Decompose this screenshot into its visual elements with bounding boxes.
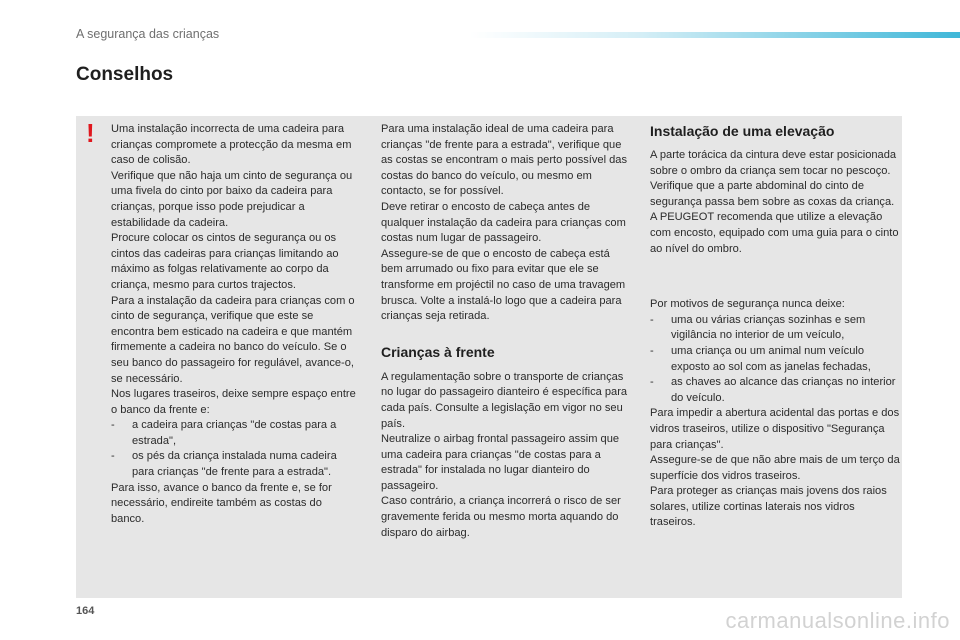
list-item-text: uma ou várias crianças sozinhas e sem vigilância no interior de um veículo, — [671, 313, 866, 342]
list-item — [650, 375, 902, 406]
list-item-text: os pés da criança instalada numa cadeira para crianças "de frente para a estrada". — [132, 450, 337, 479]
paragraph: Deve retirar o encosto de cabeça antes de qualquer instalação da cadeira para crianças com costas num lugar de passageiro. — [381, 200, 626, 245]
paragraph: Verifique que não haja um cinto de segurança ou uma fivela do cinto por baixo da cadeira para crianças, porque isso pode prejudicar a estabilidade da cadeira. — [111, 169, 353, 229]
page-number: 164 — [76, 605, 95, 617]
list-item — [111, 449, 356, 480]
paragraph: Verifique que a parte abdominal do cinto de segurança passa bem sobre as coxas da criança. — [650, 180, 895, 208]
column-middle — [381, 122, 631, 541]
dash-bullet: - — [650, 313, 654, 326]
paragraph: A regulamentação sobre o transporte de crianças no lugar do passageiro dianteiro é específica para cada país. Consulte a legislação em vigor no seu país. — [381, 370, 628, 430]
paragraph: Assegure-se de que o encosto de cabeça está bem arrumado ou fixo para evitar que ele se transforme em projéctil no caso de uma travagem brusca. Volte a instalá-lo logo que a cadeira para crianças seja retirada. — [381, 247, 626, 323]
paragraph: Por motivos de segurança nunca deixe: — [650, 298, 845, 311]
paragraph: Para proteger as crianças mais jovens dos raios solares, utilize cortinas laterais nos vidros traseiros. — [650, 485, 887, 529]
section-heading-booster: Instalação de uma elevação — [650, 123, 835, 139]
list-item-text: as chaves ao alcance das crianças no interior do veículo. — [671, 376, 896, 404]
dash-bullet: - — [111, 419, 115, 432]
section-header: A segurança das crianças — [76, 27, 220, 41]
watermark: carmanualsonline.info — [725, 608, 950, 633]
warning-icon: ! — [86, 118, 95, 148]
dash-bullet: - — [650, 376, 654, 389]
list-item — [650, 344, 902, 375]
paragraph: Assegure-se de que não abre mais de um terço da superfície dos vidros traseiros. — [650, 454, 900, 482]
list-item — [111, 418, 356, 449]
page-title: Conselhos — [76, 64, 174, 85]
paragraph: A parte torácica da cintura deve estar posicionada sobre o ombro da criança sem tocar no pescoço. — [650, 149, 897, 177]
dash-bullet: - — [111, 450, 115, 463]
paragraph: Nos lugares traseiros, deixe sempre espaço entre o banco da frente e: — [111, 388, 356, 416]
paragraph: Para uma instalação ideal de uma cadeira para crianças "de frente para a estrada", verifique que as costas se encontram o mais perto possível das costas do banco do veículo, ou mesmo em contacto, se for possível. — [381, 123, 628, 198]
paragraph: Para impedir a abertura acidental das portas e dos vidros traseiros, utilize o dispositivo "Segurança para crianças". — [650, 407, 900, 451]
paragraph: Procure colocar os cintos de segurança ou os cintos das cadeiras para crianças limitando ao máximo as folgas relativamente ao corpo da criança, mesmo para curtos trajectos. — [111, 232, 339, 291]
paragraph: Uma instalação incorrecta de uma cadeira para crianças compromete a protecção da mesma em caso de colisão. — [111, 123, 352, 167]
paragraph: A PEUGEOT recomenda que utilize a elevação com encosto, equipado com uma guia para o cinto ao nível do ombro. — [650, 211, 899, 255]
paragraph: Para isso, avance o banco da frente e, se for necessário, endireite também as costas do banco. — [111, 481, 332, 525]
section-heading-front: Crianças à frente — [381, 343, 495, 360]
column-right — [650, 122, 902, 531]
column-left — [111, 122, 356, 527]
list-item-text: a cadeira para crianças "de costas para a estrada", — [132, 419, 337, 447]
paragraph: Neutralize o airbag frontal passageiro assim que uma cadeira para crianças "de costas para a estrada" for instalada no lugar dianteiro do passageiro. — [381, 433, 620, 492]
paragraph: Para a instalação da cadeira para crianças com o cinto de segurança, verifique que este se encontra bem esticado na cadeira e que mantém firmemente a cadeira no banco do veículo. Se o seu banco do passageiro for regulável, avance-o, se necessário. — [111, 294, 355, 385]
header-accent-line — [470, 32, 960, 38]
dash-bullet: - — [650, 344, 654, 357]
paragraph: Caso contrário, a criança incorrerá o risco de ser gravemente ferida ou mesmo morta aquando do disparo do airbag. — [381, 495, 621, 539]
list-item — [650, 313, 902, 344]
list-item-text: uma criança ou um animal num veículo exposto ao sol com as janelas fechadas, — [671, 344, 871, 373]
